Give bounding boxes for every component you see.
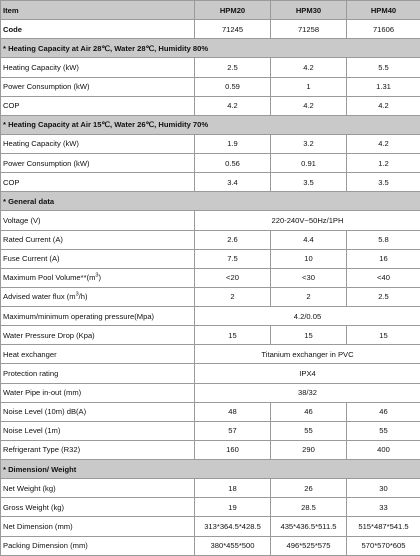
spec-value: 7.5 xyxy=(195,249,271,268)
spec-value: 4.2 xyxy=(271,96,347,115)
spec-value: 4.2 xyxy=(347,96,420,115)
spec-value: 1 xyxy=(271,77,347,96)
spec-row xyxy=(1,498,420,517)
spec-value: 30 xyxy=(347,479,420,498)
section-title: * Dimension/ Weight xyxy=(1,460,420,479)
spec-value: 0.59 xyxy=(195,77,271,96)
spec-row xyxy=(1,383,420,402)
spec-value: 3.5 xyxy=(271,173,347,192)
spec-value: 5.5 xyxy=(347,58,420,77)
spec-label xyxy=(1,268,195,287)
section-title: * General data xyxy=(1,192,420,211)
section-header-row xyxy=(1,39,420,58)
spec-row xyxy=(1,364,420,383)
spec-row xyxy=(1,421,420,440)
header-item-label: Item xyxy=(1,1,195,20)
spec-row xyxy=(1,536,420,556)
spec-label: COP xyxy=(1,173,195,192)
spec-label: Fuse Current (A) xyxy=(1,249,195,268)
spec-value: 1.2 xyxy=(347,154,420,173)
spec-value: 2.6 xyxy=(195,230,271,249)
header-model-hpm30: HPM30 xyxy=(271,1,347,20)
spec-row xyxy=(1,96,420,115)
spec-value: 3.4 xyxy=(195,173,271,192)
spec-row xyxy=(1,440,420,459)
spec-label-suffix: /h) xyxy=(78,292,88,302)
spec-value-merged: Titanium exchanger in PVC xyxy=(195,345,420,364)
spec-row xyxy=(1,326,420,345)
spec-label: Power Consumption (kW) xyxy=(1,154,195,173)
spec-label: Heating Capacity (kW) xyxy=(1,134,195,153)
spec-row xyxy=(1,58,420,77)
spec-label: Rated Current (A) xyxy=(1,230,195,249)
spec-value: <40 xyxy=(347,268,420,287)
spec-value: 48 xyxy=(195,402,271,421)
spec-label: Heating Capacity (kW) xyxy=(1,58,195,77)
spec-value: 46 xyxy=(347,402,420,421)
section-header-row xyxy=(1,460,420,479)
section-header-row xyxy=(1,192,420,211)
spec-value-merged: 4.2/0.05 xyxy=(195,307,420,326)
header-model-hpm40: HPM40 xyxy=(347,1,420,20)
spec-value: 435*436.5*511.5 xyxy=(271,517,347,536)
spec-value: 33 xyxy=(347,498,420,517)
spec-value: 570*570*605 xyxy=(347,536,420,556)
spec-row xyxy=(1,173,420,192)
header-row xyxy=(1,1,420,20)
spec-value: 515*487*541.5 xyxy=(347,517,420,536)
spec-label-suffix: ) xyxy=(98,273,102,283)
spec-label: Protection rating xyxy=(1,364,195,383)
spec-value: 28.5 xyxy=(271,498,347,517)
spec-label: Noise Level (10m) dB(A) xyxy=(1,402,195,421)
spec-value: 55 xyxy=(271,421,347,440)
spec-value: 16 xyxy=(347,249,420,268)
spec-row xyxy=(1,479,420,498)
spec-row xyxy=(1,307,420,326)
spec-label: Net Weight (kg) xyxy=(1,479,195,498)
spec-row xyxy=(1,287,420,306)
spec-value: 15 xyxy=(271,326,347,345)
spec-value: 2.5 xyxy=(347,287,420,306)
spec-value-merged: 38/32 xyxy=(195,383,420,402)
spec-value: 15 xyxy=(347,326,420,345)
spec-value: 1.9 xyxy=(195,134,271,153)
spec-value: 55 xyxy=(347,421,420,440)
spec-value: <20 xyxy=(195,268,271,287)
spec-row xyxy=(1,517,420,536)
spec-value: 15 xyxy=(195,326,271,345)
spec-label: Refrigerant Type (R32) xyxy=(1,440,195,459)
spec-value: 57 xyxy=(195,421,271,440)
spec-value-merged: 220-240V~50Hz/1PH xyxy=(195,211,420,230)
spec-value: 26 xyxy=(271,479,347,498)
spec-value: 2 xyxy=(195,287,271,306)
spec-label-text: Advised water flux (m xyxy=(3,292,76,302)
superscript: 3 xyxy=(95,272,99,279)
spec-value: 496*525*575 xyxy=(271,536,347,556)
spec-row xyxy=(1,402,420,421)
spec-label: Power Consumption (kW) xyxy=(1,77,195,96)
spec-value: 1.31 xyxy=(347,77,420,96)
spec-row xyxy=(1,230,420,249)
spec-label: Gross Weight (kg) xyxy=(1,498,195,517)
spec-label: Maximum/minimum operating pressure(Mpa) xyxy=(1,307,195,326)
section-title: * Heating Capacity at Air 15℃, Water 26℃, Humidity 70% xyxy=(1,115,420,134)
spec-value: 3.5 xyxy=(347,173,420,192)
spec-label xyxy=(1,287,195,306)
section-title: * Heating Capacity at Air 28℃, Water 28℃, Humidity 80% xyxy=(1,39,420,58)
spec-value: 4.4 xyxy=(271,230,347,249)
spec-value: 0.91 xyxy=(271,154,347,173)
spec-value: 46 xyxy=(271,402,347,421)
spec-label: Water Pipe in-out (mm) xyxy=(1,383,195,402)
spec-row xyxy=(1,154,420,173)
header-model-hpm20: HPM20 xyxy=(195,1,271,20)
spec-value: <30 xyxy=(271,268,347,287)
spec-label: Noise Level (1m) xyxy=(1,421,195,440)
spec-value: 160 xyxy=(195,440,271,459)
spec-row xyxy=(1,77,420,96)
spec-value: 290 xyxy=(271,440,347,459)
spec-row xyxy=(1,268,420,287)
spec-value: 10 xyxy=(271,249,347,268)
spec-row xyxy=(1,345,420,364)
spec-label: Packing Dimension (mm) xyxy=(1,536,195,556)
spec-label: Net Dimension (mm) xyxy=(1,517,195,536)
spec-row xyxy=(1,211,420,230)
spec-label-text: Maximum Pool Volume**(m xyxy=(3,273,96,283)
spec-value: 380*455*500 xyxy=(195,536,271,556)
spec-value: 4.2 xyxy=(271,58,347,77)
code-label: Code xyxy=(1,20,195,39)
spec-value: 313*364.5*428.5 xyxy=(195,517,271,536)
spec-value: 4.2 xyxy=(195,96,271,115)
spec-value: 4.2 xyxy=(347,134,420,153)
spec-value: 18 xyxy=(195,479,271,498)
code-row xyxy=(1,20,420,39)
spec-value: 5.8 xyxy=(347,230,420,249)
spec-table-body xyxy=(1,1,420,556)
code-value: 71606 xyxy=(347,20,420,39)
spec-label: COP xyxy=(1,96,195,115)
spec-label: Water Pressure Drop (Kpa) xyxy=(1,326,195,345)
spec-value: 19 xyxy=(195,498,271,517)
spec-row xyxy=(1,249,420,268)
section-header-row xyxy=(1,115,420,134)
code-value: 71258 xyxy=(271,20,347,39)
spec-label: Heat exchanger xyxy=(1,345,195,364)
spec-value: 400 xyxy=(347,440,420,459)
code-value: 71245 xyxy=(195,20,271,39)
spec-value-merged: IPX4 xyxy=(195,364,420,383)
spec-value: 3.2 xyxy=(271,134,347,153)
spec-row xyxy=(1,134,420,153)
spec-value: 2 xyxy=(271,287,347,306)
spec-value: 0.56 xyxy=(195,154,271,173)
superscript: 3 xyxy=(75,291,79,298)
spec-label: Voltage (V) xyxy=(1,211,195,230)
spec-value: 2.5 xyxy=(195,58,271,77)
